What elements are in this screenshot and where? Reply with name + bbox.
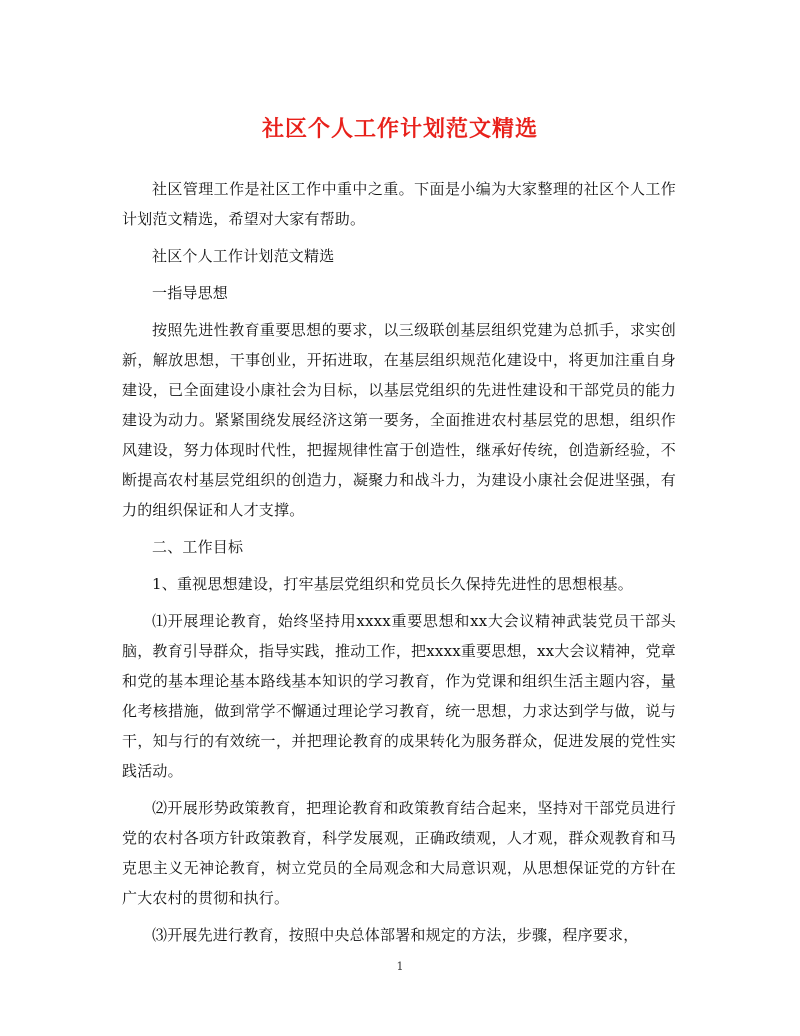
goal-item-1: 1、重视思想建设，打牢基层党组织和党员长久保持先进性的思想根基。 bbox=[152, 575, 633, 593]
document-body bbox=[122, 174, 676, 957]
page-number: 1 bbox=[396, 960, 404, 973]
document-title: 社区个人工作计划范文精选 bbox=[261, 116, 538, 142]
goal-subitem-2: ⑵开展形势政策教育，把理论教育和政策教育结合起来，坚持对干部党员进行党的农村各项方针政策教育，科学发展观，正确政绩观，人才观，群众观教育和马克思主义无神论教育，树立党员的全局观念和大局意识观，从思想保证党的方针在广大农村的贯彻和执行。 bbox=[122, 799, 676, 907]
goal-subitem-1: ⑴开展理论教育，始终坚持用xxxx重要思想和xx大会议精神武装党员干部头脑，教育引导群众，指导实践，推动工作，把xxxx重要思想，xx大会议精神，党章和党的基本理论基本路线基本知识的学习教育，作为党课和组织生活主题内容，量化考核措施，做到常学不懈通过理论学习教育，统一思想，力求达到学与做，说与干，知与行的有效统一，并把理论教育的成果转化为服务群众，促进发展的党性实践活动。 bbox=[122, 612, 676, 780]
subtitle-paragraph: 社区个人工作计划范文精选 bbox=[152, 247, 335, 265]
section-heading-work-goals: 二、工作目标 bbox=[152, 538, 244, 556]
intro-paragraph: 社区管理工作是社区工作中重中之重。下面是小编为大家整理的社区个人工作计划范文精选，希望对大家有帮助。 bbox=[122, 180, 676, 228]
guiding-ideology-paragraph: 按照先进性教育重要思想的要求，以三级联创基层组织党建为总抓手，求实创新，解放思想，干事创业，开拓进取，在基层组织规范化建设中，将更加注重自身建设，已全面建设小康社会为目标，以基层党组织的先进性建设和干部党员的能力建设为动力。紧紧围绕发展经济这第一要务，全面推进农村基层党的思想，组织作风建设，努力体现时代性，把握规律性富于创造性，继承好传统，创造新经验，不断提高农村基层党组织的创造力，凝聚力和战斗力，为建设小康社会促进坚强，有力的组织保证和人才支撑。 bbox=[122, 321, 676, 519]
goal-subitem-3: ⑶开展先进行教育，按照中央总体部署和规定的方法，步骤，程序要求， bbox=[152, 926, 639, 944]
section-heading-guiding-ideology: 一指导思想 bbox=[152, 284, 229, 302]
